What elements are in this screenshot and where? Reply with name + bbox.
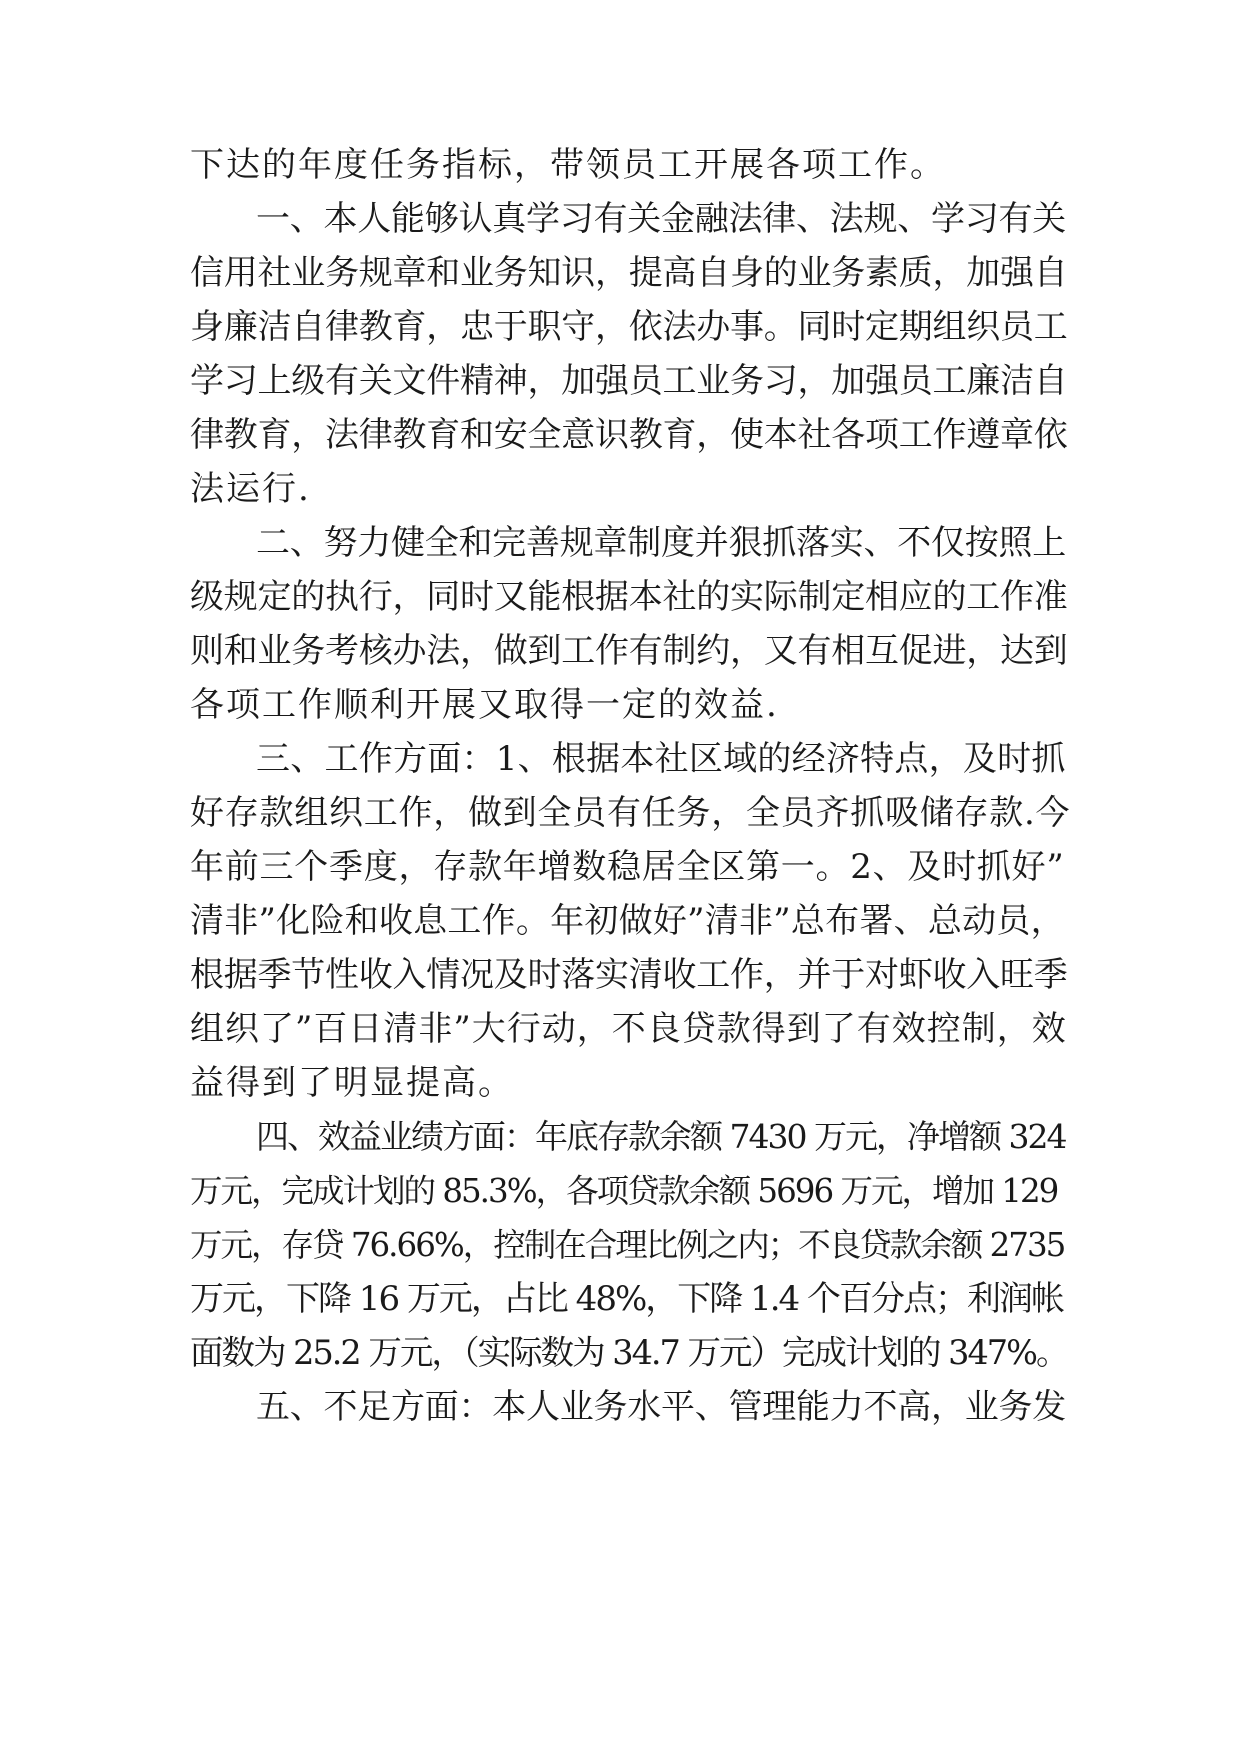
text-line: 好存款组织工作，做到全员有任务，全员齐抓吸储存款.今 xyxy=(190,793,1071,833)
text-line: 级规定的执行，同时又能根据本社的实际制定相应的工作准 xyxy=(190,577,1068,617)
text-line: 面数为 25.2 万元，（实际数为 34.7 万元）完成计划的 347%。 xyxy=(190,1333,1068,1372)
text-line: 清非”化险和收息工作。年初做好”清非”总布署、总动员， xyxy=(190,901,1065,941)
text-line: 益得到了明显提高。 xyxy=(190,1063,514,1103)
text-line: 年前三个季度，存款年增数稳居全区第一。2、及时抓好” xyxy=(190,847,1065,887)
text-line: 律教育，法律教育和安全意识教育，使本社各项工作遵章依 xyxy=(190,415,1068,455)
paragraph-5-start: 五、不足方面：本人业务水平、管理能力不高，业务发 xyxy=(256,1387,1066,1427)
text-line: 万元，下降 16 万元，占比 48%，下降 1.4 个百分点；利润帐 xyxy=(190,1279,1063,1319)
paragraph-2-start: 二、努力健全和完善规章制度并狠抓落实、不仅按照上 xyxy=(256,523,1066,563)
text-line: 信用社业务规章和业务知识，提高自身的业务素质，加强自 xyxy=(190,253,1068,293)
text-line: 学习上级有关文件精神，加强员工业务习，加强员工廉洁自 xyxy=(190,361,1068,401)
paragraph-1-start: 一、本人能够认真学习有关金融法律、法规、学习有关 xyxy=(256,199,1066,239)
paragraph-3-start: 三、工作方面：1、根据本社区域的经济特点，及时抓 xyxy=(256,739,1066,779)
text-line: 法运行. xyxy=(190,469,311,509)
text-line: 万元，存贷 76.66%，控制在合理比例之内；不良贷款余额 2735 xyxy=(190,1226,1065,1264)
text-line: 则和业务考核办法，做到工作有制约，又有相互促进，达到 xyxy=(190,631,1068,671)
text-line: 根据季节性收入情况及时落实清收工作，并于对虾收入旺季 xyxy=(190,955,1068,995)
text-line: 身廉洁自律教育，忠于职守，依法办事。同时定期组织员工 xyxy=(190,307,1068,347)
text-line: 组织了”百日清非”大行动，不良贷款得到了有效控制，效 xyxy=(190,1009,1067,1049)
text-line: 万元，完成计划的 85.3%，各项贷款余额 5696 万元，增加 129 xyxy=(190,1172,1058,1210)
text-line: 各项工作顺利开展又取得一定的效益. xyxy=(190,685,779,725)
paragraph-4-start: 四、效益业绩方面：年底存款余额 7430 万元，净增额 324 xyxy=(256,1117,1066,1156)
text-line: 下达的年度任务指标，带领员工开展各项工作。 xyxy=(190,145,946,185)
